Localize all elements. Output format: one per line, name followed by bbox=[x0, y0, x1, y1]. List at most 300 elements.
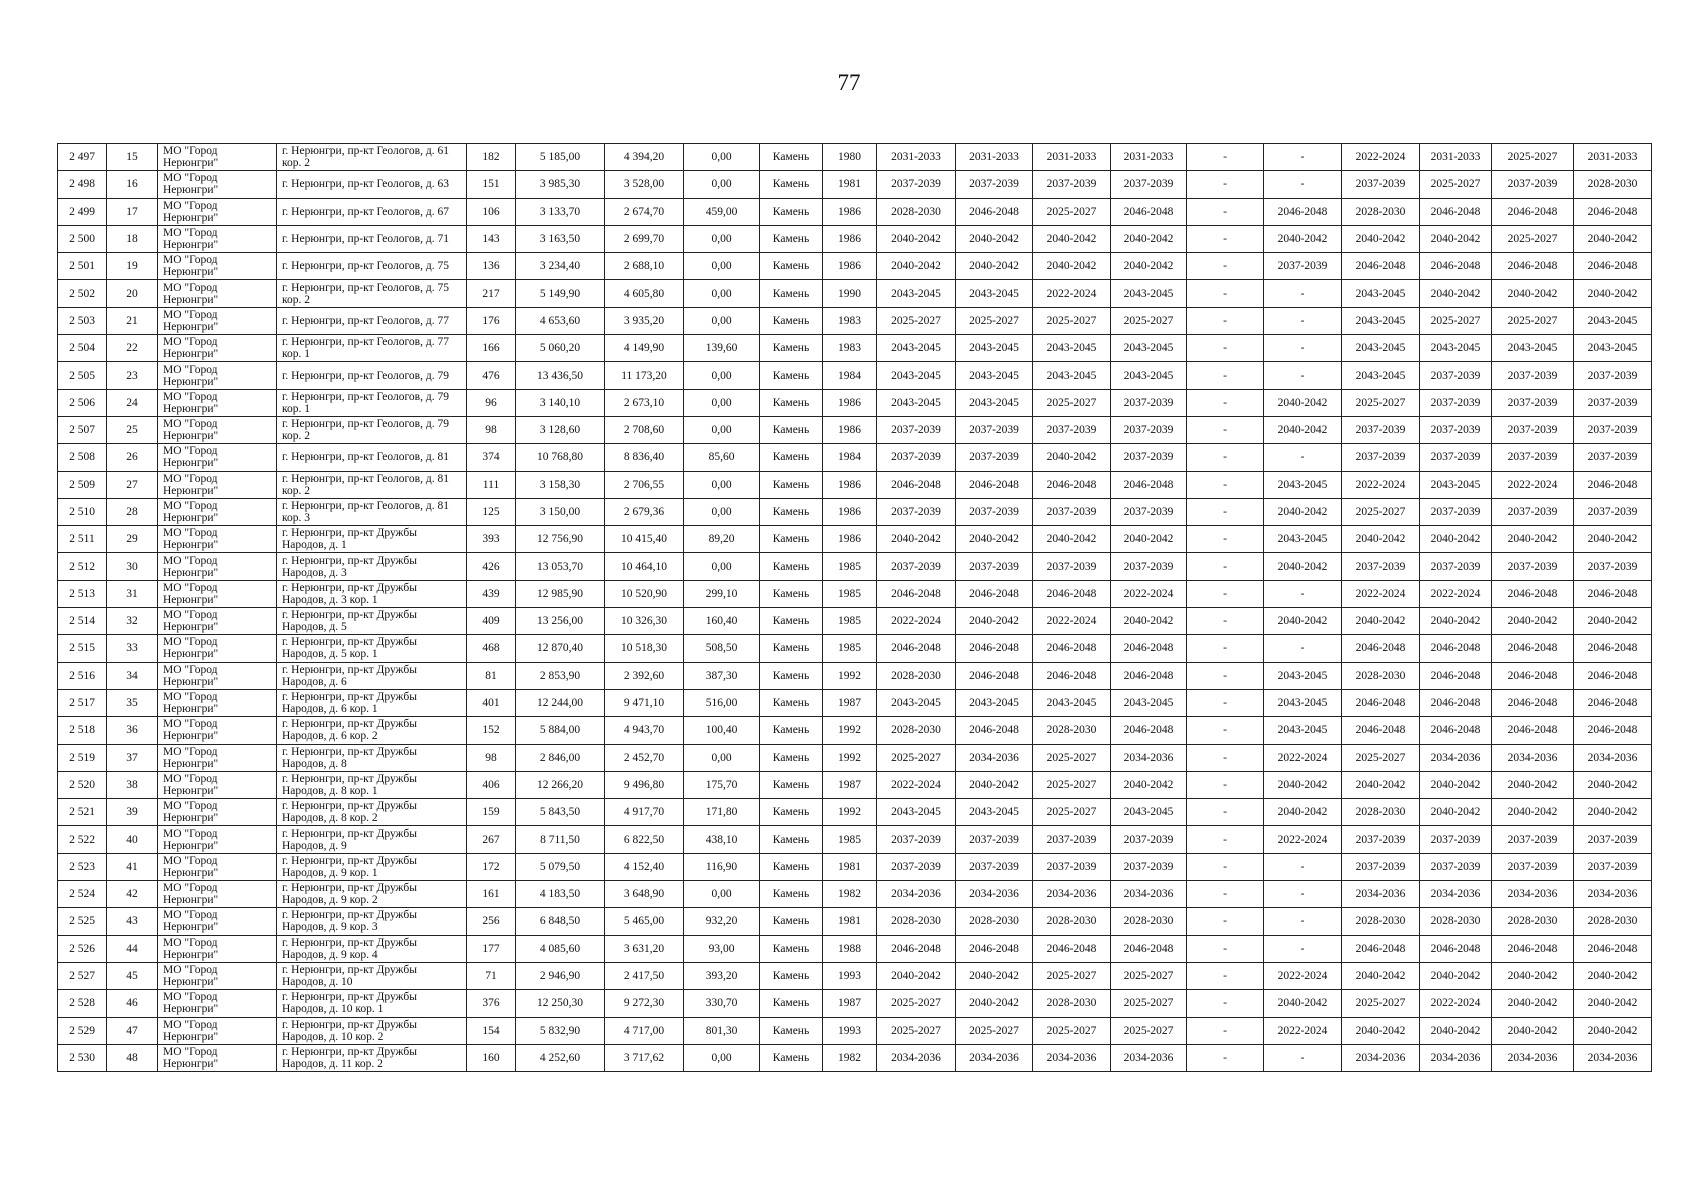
cell-year-built: 1993 bbox=[823, 1017, 877, 1044]
cell-wall-material: Камень bbox=[760, 335, 823, 362]
cell-period-7: 2028-2030 bbox=[1342, 662, 1420, 689]
cell-period-1: 2037-2039 bbox=[877, 416, 956, 443]
cell-period-4: 2037-2039 bbox=[1111, 416, 1187, 443]
cell-year-built: 1983 bbox=[823, 335, 877, 362]
cell-period-7: 2025-2027 bbox=[1342, 498, 1420, 525]
cell-residents: 98 bbox=[467, 416, 516, 443]
cell-period-2: 2046-2048 bbox=[956, 198, 1033, 225]
cell-period-6: 2040-2042 bbox=[1264, 799, 1342, 826]
cell-period-3: 2025-2027 bbox=[1033, 799, 1111, 826]
cell-period-3: 2025-2027 bbox=[1033, 962, 1111, 989]
cell-period-9: 2037-2039 bbox=[1492, 853, 1574, 880]
cell-municipality: МО "Город Нерюнгри" bbox=[158, 689, 277, 716]
cell-living-area: 10 518,30 bbox=[605, 635, 684, 662]
cell-item-number: 34 bbox=[107, 662, 158, 689]
cell-total-area: 2 946,90 bbox=[516, 962, 605, 989]
cell-period-7: 2025-2027 bbox=[1342, 990, 1420, 1017]
cell-total-area: 5 149,90 bbox=[516, 280, 605, 307]
cell-period-10: 2037-2039 bbox=[1574, 853, 1652, 880]
cell-address: г. Нерюнгри, пр-кт Дружбы Народов, д. 10 bbox=[277, 962, 467, 989]
cell-row-number: 2 518 bbox=[58, 717, 107, 744]
cell-period-1: 2037-2039 bbox=[877, 553, 956, 580]
cell-address: г. Нерюнгри, пр-кт Дружбы Народов, д. 10 кор. 2 bbox=[277, 1017, 467, 1044]
cell-period-4: 2043-2045 bbox=[1111, 335, 1187, 362]
cell-period-8: 2037-2039 bbox=[1420, 826, 1492, 853]
cell-period-9: 2037-2039 bbox=[1492, 826, 1574, 853]
cell-nonresidential-area: 932,20 bbox=[684, 908, 760, 935]
cell-period-2: 2046-2048 bbox=[956, 471, 1033, 498]
cell-residents: 154 bbox=[467, 1017, 516, 1044]
cell-year-built: 1981 bbox=[823, 853, 877, 880]
cell-period-10: 2040-2042 bbox=[1574, 608, 1652, 635]
cell-row-number: 2 530 bbox=[58, 1044, 107, 1071]
cell-period-9: 2046-2048 bbox=[1492, 198, 1574, 225]
cell-address: г. Нерюнгри, пр-кт Геологов, д. 81 bbox=[277, 444, 467, 471]
cell-total-area: 3 133,70 bbox=[516, 198, 605, 225]
cell-period-8: 2046-2048 bbox=[1420, 253, 1492, 280]
cell-living-area: 5 465,00 bbox=[605, 908, 684, 935]
cell-residents: 81 bbox=[467, 662, 516, 689]
cell-period-7: 2037-2039 bbox=[1342, 416, 1420, 443]
cell-residents: 172 bbox=[467, 853, 516, 880]
cell-period-2: 2043-2045 bbox=[956, 799, 1033, 826]
cell-wall-material: Камень bbox=[760, 471, 823, 498]
cell-municipality: МО "Город Нерюнгри" bbox=[158, 990, 277, 1017]
cell-period-2: 2037-2039 bbox=[956, 853, 1033, 880]
cell-period-8: 2040-2042 bbox=[1420, 962, 1492, 989]
cell-address: г. Нерюнгри, пр-кт Дружбы Народов, д. 8 bbox=[277, 744, 467, 771]
cell-year-built: 1992 bbox=[823, 744, 877, 771]
cell-period-1: 2037-2039 bbox=[877, 444, 956, 471]
cell-wall-material: Камень bbox=[760, 498, 823, 525]
cell-period-5: - bbox=[1187, 444, 1264, 471]
cell-living-area: 3 935,20 bbox=[605, 307, 684, 334]
cell-living-area: 3 717,62 bbox=[605, 1044, 684, 1071]
cell-period-3: 2046-2048 bbox=[1033, 935, 1111, 962]
cell-period-2: 2043-2045 bbox=[956, 335, 1033, 362]
cell-residents: 439 bbox=[467, 580, 516, 607]
cell-row-number: 2 511 bbox=[58, 526, 107, 553]
cell-period-10: 2040-2042 bbox=[1574, 225, 1652, 252]
cell-period-4: 2031-2033 bbox=[1111, 144, 1187, 171]
cell-year-built: 1992 bbox=[823, 662, 877, 689]
cell-nonresidential-area: 516,00 bbox=[684, 689, 760, 716]
cell-period-10: 2046-2048 bbox=[1574, 635, 1652, 662]
cell-nonresidential-area: 801,30 bbox=[684, 1017, 760, 1044]
cell-total-area: 2 853,90 bbox=[516, 662, 605, 689]
cell-item-number: 36 bbox=[107, 717, 158, 744]
cell-wall-material: Камень bbox=[760, 717, 823, 744]
cell-period-6: - bbox=[1264, 335, 1342, 362]
cell-wall-material: Камень bbox=[760, 307, 823, 334]
cell-residents: 160 bbox=[467, 1044, 516, 1071]
cell-period-2: 2046-2048 bbox=[956, 635, 1033, 662]
cell-period-4: 2046-2048 bbox=[1111, 635, 1187, 662]
cell-nonresidential-area: 160,40 bbox=[684, 608, 760, 635]
cell-period-1: 2040-2042 bbox=[877, 253, 956, 280]
cell-total-area: 13 436,50 bbox=[516, 362, 605, 389]
cell-period-4: 2034-2036 bbox=[1111, 881, 1187, 908]
cell-period-9: 2022-2024 bbox=[1492, 471, 1574, 498]
cell-year-built: 1980 bbox=[823, 144, 877, 171]
cell-item-number: 41 bbox=[107, 853, 158, 880]
cell-period-8: 2025-2027 bbox=[1420, 171, 1492, 198]
cell-period-9: 2037-2039 bbox=[1492, 389, 1574, 416]
cell-living-area: 2 688,10 bbox=[605, 253, 684, 280]
cell-item-number: 28 bbox=[107, 498, 158, 525]
cell-period-7: 2040-2042 bbox=[1342, 1017, 1420, 1044]
cell-municipality: МО "Город Нерюнгри" bbox=[158, 280, 277, 307]
cell-period-10: 2046-2048 bbox=[1574, 662, 1652, 689]
cell-living-area: 9 471,10 bbox=[605, 689, 684, 716]
cell-period-4: 2043-2045 bbox=[1111, 362, 1187, 389]
cell-item-number: 48 bbox=[107, 1044, 158, 1071]
table-row bbox=[58, 389, 1652, 416]
cell-period-2: 2028-2030 bbox=[956, 908, 1033, 935]
table-row bbox=[58, 744, 1652, 771]
cell-item-number: 27 bbox=[107, 471, 158, 498]
cell-period-1: 2031-2033 bbox=[877, 144, 956, 171]
cell-period-10: 2040-2042 bbox=[1574, 962, 1652, 989]
cell-period-10: 2037-2039 bbox=[1574, 416, 1652, 443]
cell-municipality: МО "Город Нерюнгри" bbox=[158, 962, 277, 989]
cell-total-area: 6 848,50 bbox=[516, 908, 605, 935]
cell-living-area: 3 528,00 bbox=[605, 171, 684, 198]
cell-period-3: 2046-2048 bbox=[1033, 471, 1111, 498]
cell-period-4: 2025-2027 bbox=[1111, 1017, 1187, 1044]
cell-period-6: 2040-2042 bbox=[1264, 389, 1342, 416]
cell-total-area: 13 053,70 bbox=[516, 553, 605, 580]
cell-period-3: 2025-2027 bbox=[1033, 771, 1111, 798]
table-body bbox=[58, 144, 1652, 1072]
cell-period-2: 2034-2036 bbox=[956, 881, 1033, 908]
table-row bbox=[58, 935, 1652, 962]
cell-period-4: 2043-2045 bbox=[1111, 799, 1187, 826]
cell-residents: 376 bbox=[467, 990, 516, 1017]
cell-period-9: 2037-2039 bbox=[1492, 498, 1574, 525]
cell-row-number: 2 521 bbox=[58, 799, 107, 826]
table-row bbox=[58, 1017, 1652, 1044]
cell-period-3: 2028-2030 bbox=[1033, 717, 1111, 744]
cell-wall-material: Камень bbox=[760, 744, 823, 771]
cell-period-8: 2031-2033 bbox=[1420, 144, 1492, 171]
cell-item-number: 23 bbox=[107, 362, 158, 389]
cell-nonresidential-area: 171,80 bbox=[684, 799, 760, 826]
cell-period-4: 2046-2048 bbox=[1111, 662, 1187, 689]
table-row bbox=[58, 471, 1652, 498]
cell-wall-material: Камень bbox=[760, 799, 823, 826]
cell-period-8: 2040-2042 bbox=[1420, 526, 1492, 553]
cell-total-area: 4 183,50 bbox=[516, 881, 605, 908]
cell-period-7: 2040-2042 bbox=[1342, 608, 1420, 635]
cell-total-area: 3 985,30 bbox=[516, 171, 605, 198]
cell-period-4: 2046-2048 bbox=[1111, 935, 1187, 962]
cell-period-5: - bbox=[1187, 553, 1264, 580]
cell-wall-material: Камень bbox=[760, 853, 823, 880]
cell-period-5: - bbox=[1187, 662, 1264, 689]
cell-living-area: 2 392,60 bbox=[605, 662, 684, 689]
cell-row-number: 2 510 bbox=[58, 498, 107, 525]
cell-address: г. Нерюнгри, пр-кт Геологов, д. 79 кор. 2 bbox=[277, 416, 467, 443]
cell-period-8: 2040-2042 bbox=[1420, 280, 1492, 307]
cell-wall-material: Камень bbox=[760, 580, 823, 607]
cell-row-number: 2 527 bbox=[58, 962, 107, 989]
cell-period-6: 2046-2048 bbox=[1264, 198, 1342, 225]
cell-living-area: 10 520,90 bbox=[605, 580, 684, 607]
cell-period-2: 2040-2042 bbox=[956, 962, 1033, 989]
cell-period-7: 2043-2045 bbox=[1342, 307, 1420, 334]
cell-period-5: - bbox=[1187, 881, 1264, 908]
cell-period-10: 2037-2039 bbox=[1574, 553, 1652, 580]
cell-residents: 151 bbox=[467, 171, 516, 198]
table-row bbox=[58, 962, 1652, 989]
cell-wall-material: Камень bbox=[760, 771, 823, 798]
cell-period-10: 2040-2042 bbox=[1574, 799, 1652, 826]
cell-period-9: 2040-2042 bbox=[1492, 771, 1574, 798]
cell-row-number: 2 528 bbox=[58, 990, 107, 1017]
cell-total-area: 3 150,00 bbox=[516, 498, 605, 525]
cell-address: г. Нерюнгри, пр-кт Дружбы Народов, д. 6 bbox=[277, 662, 467, 689]
cell-nonresidential-area: 0,00 bbox=[684, 280, 760, 307]
cell-period-8: 2046-2048 bbox=[1420, 198, 1492, 225]
cell-wall-material: Камень bbox=[760, 171, 823, 198]
cell-address: г. Нерюнгри, пр-кт Дружбы Народов, д. 6 кор. 1 bbox=[277, 689, 467, 716]
cell-period-5: - bbox=[1187, 717, 1264, 744]
cell-period-9: 2040-2042 bbox=[1492, 526, 1574, 553]
cell-row-number: 2 515 bbox=[58, 635, 107, 662]
cell-period-7: 2037-2039 bbox=[1342, 826, 1420, 853]
cell-municipality: МО "Город Нерюнгри" bbox=[158, 799, 277, 826]
cell-item-number: 40 bbox=[107, 826, 158, 853]
cell-municipality: МО "Город Нерюнгри" bbox=[158, 881, 277, 908]
cell-item-number: 47 bbox=[107, 1017, 158, 1044]
cell-period-4: 2040-2042 bbox=[1111, 225, 1187, 252]
cell-period-8: 2028-2030 bbox=[1420, 908, 1492, 935]
cell-address: г. Нерюнгри, пр-кт Геологов, д. 61 кор. 2 bbox=[277, 144, 467, 171]
cell-period-7: 2043-2045 bbox=[1342, 362, 1420, 389]
cell-row-number: 2 504 bbox=[58, 335, 107, 362]
cell-living-area: 4 917,70 bbox=[605, 799, 684, 826]
page-number: 77 bbox=[837, 70, 861, 95]
cell-period-3: 2046-2048 bbox=[1033, 662, 1111, 689]
cell-item-number: 45 bbox=[107, 962, 158, 989]
cell-wall-material: Камень bbox=[760, 225, 823, 252]
cell-period-7: 2037-2039 bbox=[1342, 444, 1420, 471]
cell-period-2: 2025-2027 bbox=[956, 1017, 1033, 1044]
cell-period-7: 2034-2036 bbox=[1342, 881, 1420, 908]
cell-municipality: МО "Город Нерюнгри" bbox=[158, 225, 277, 252]
cell-living-area: 2 706,55 bbox=[605, 471, 684, 498]
cell-total-area: 5 832,90 bbox=[516, 1017, 605, 1044]
cell-municipality: МО "Город Нерюнгри" bbox=[158, 935, 277, 962]
cell-period-7: 2040-2042 bbox=[1342, 962, 1420, 989]
cell-period-2: 2025-2027 bbox=[956, 307, 1033, 334]
cell-period-10: 2037-2039 bbox=[1574, 498, 1652, 525]
cell-period-8: 2046-2048 bbox=[1420, 662, 1492, 689]
cell-period-9: 2040-2042 bbox=[1492, 608, 1574, 635]
cell-period-8: 2025-2027 bbox=[1420, 307, 1492, 334]
cell-year-built: 1981 bbox=[823, 908, 877, 935]
cell-period-5: - bbox=[1187, 962, 1264, 989]
cell-total-area: 5 884,00 bbox=[516, 717, 605, 744]
cell-wall-material: Камень bbox=[760, 444, 823, 471]
cell-period-4: 2037-2039 bbox=[1111, 826, 1187, 853]
cell-period-10: 2040-2042 bbox=[1574, 526, 1652, 553]
cell-period-2: 2040-2042 bbox=[956, 253, 1033, 280]
cell-residents: 177 bbox=[467, 935, 516, 962]
cell-address: г. Нерюнгри, пр-кт Дружбы Народов, д. 9 кор. 4 bbox=[277, 935, 467, 962]
cell-municipality: МО "Город Нерюнгри" bbox=[158, 171, 277, 198]
cell-wall-material: Камень bbox=[760, 608, 823, 635]
cell-period-5: - bbox=[1187, 608, 1264, 635]
cell-period-7: 2040-2042 bbox=[1342, 526, 1420, 553]
cell-period-5: - bbox=[1187, 1044, 1264, 1071]
cell-row-number: 2 526 bbox=[58, 935, 107, 962]
cell-period-6: 2043-2045 bbox=[1264, 471, 1342, 498]
cell-item-number: 30 bbox=[107, 553, 158, 580]
cell-row-number: 2 498 bbox=[58, 171, 107, 198]
cell-residents: 401 bbox=[467, 689, 516, 716]
cell-row-number: 2 499 bbox=[58, 198, 107, 225]
cell-wall-material: Камень bbox=[760, 280, 823, 307]
cell-living-area: 2 699,70 bbox=[605, 225, 684, 252]
cell-period-7: 2028-2030 bbox=[1342, 198, 1420, 225]
cell-period-3: 2040-2042 bbox=[1033, 225, 1111, 252]
cell-period-8: 2040-2042 bbox=[1420, 799, 1492, 826]
cell-period-1: 2040-2042 bbox=[877, 962, 956, 989]
cell-period-4: 2037-2039 bbox=[1111, 553, 1187, 580]
cell-period-5: - bbox=[1187, 635, 1264, 662]
cell-residents: 426 bbox=[467, 553, 516, 580]
cell-nonresidential-area: 0,00 bbox=[684, 471, 760, 498]
cell-municipality: МО "Город Нерюнгри" bbox=[158, 608, 277, 635]
cell-period-10: 2046-2048 bbox=[1574, 717, 1652, 744]
cell-period-5: - bbox=[1187, 253, 1264, 280]
cell-period-8: 2040-2042 bbox=[1420, 608, 1492, 635]
cell-row-number: 2 508 bbox=[58, 444, 107, 471]
cell-period-10: 2040-2042 bbox=[1574, 280, 1652, 307]
cell-residents: 176 bbox=[467, 307, 516, 334]
cell-period-4: 2037-2039 bbox=[1111, 389, 1187, 416]
table-row bbox=[58, 799, 1652, 826]
cell-wall-material: Камень bbox=[760, 198, 823, 225]
cell-period-3: 2037-2039 bbox=[1033, 553, 1111, 580]
cell-period-6: - bbox=[1264, 362, 1342, 389]
cell-period-9: 2046-2048 bbox=[1492, 635, 1574, 662]
cell-period-8: 2034-2036 bbox=[1420, 1044, 1492, 1071]
cell-period-8: 2046-2048 bbox=[1420, 935, 1492, 962]
cell-residents: 111 bbox=[467, 471, 516, 498]
cell-item-number: 16 bbox=[107, 171, 158, 198]
cell-period-2: 2043-2045 bbox=[956, 280, 1033, 307]
table-row bbox=[58, 1044, 1652, 1071]
cell-nonresidential-area: 0,00 bbox=[684, 362, 760, 389]
cell-period-1: 2037-2039 bbox=[877, 498, 956, 525]
cell-period-1: 2040-2042 bbox=[877, 225, 956, 252]
cell-period-4: 2046-2048 bbox=[1111, 198, 1187, 225]
cell-nonresidential-area: 85,60 bbox=[684, 444, 760, 471]
cell-residents: 136 bbox=[467, 253, 516, 280]
cell-residents: 476 bbox=[467, 362, 516, 389]
cell-living-area: 2 417,50 bbox=[605, 962, 684, 989]
cell-period-3: 2040-2042 bbox=[1033, 253, 1111, 280]
cell-item-number: 21 bbox=[107, 307, 158, 334]
cell-year-built: 1986 bbox=[823, 416, 877, 443]
cell-living-area: 9 496,80 bbox=[605, 771, 684, 798]
cell-period-10: 2037-2039 bbox=[1574, 444, 1652, 471]
cell-period-7: 2046-2048 bbox=[1342, 717, 1420, 744]
cell-item-number: 29 bbox=[107, 526, 158, 553]
cell-total-area: 4 085,60 bbox=[516, 935, 605, 962]
cell-residents: 161 bbox=[467, 881, 516, 908]
cell-address: г. Нерюнгри, пр-кт Дружбы Народов, д. 10 кор. 1 bbox=[277, 990, 467, 1017]
cell-period-7: 2040-2042 bbox=[1342, 771, 1420, 798]
cell-residents: 96 bbox=[467, 389, 516, 416]
cell-period-10: 2034-2036 bbox=[1574, 744, 1652, 771]
cell-address: г. Нерюнгри, пр-кт Геологов, д. 81 кор. 3 bbox=[277, 498, 467, 525]
cell-total-area: 8 711,50 bbox=[516, 826, 605, 853]
cell-year-built: 1984 bbox=[823, 444, 877, 471]
cell-period-3: 2040-2042 bbox=[1033, 526, 1111, 553]
cell-period-10: 2028-2030 bbox=[1574, 171, 1652, 198]
cell-period-4: 2025-2027 bbox=[1111, 307, 1187, 334]
cell-period-7: 2043-2045 bbox=[1342, 335, 1420, 362]
cell-municipality: МО "Город Нерюнгри" bbox=[158, 744, 277, 771]
cell-total-area: 10 768,80 bbox=[516, 444, 605, 471]
cell-period-2: 2043-2045 bbox=[956, 689, 1033, 716]
cell-living-area: 6 822,50 bbox=[605, 826, 684, 853]
table-row bbox=[58, 689, 1652, 716]
cell-row-number: 2 503 bbox=[58, 307, 107, 334]
cell-period-5: - bbox=[1187, 307, 1264, 334]
cell-period-1: 2022-2024 bbox=[877, 608, 956, 635]
table-row bbox=[58, 416, 1652, 443]
cell-period-5: - bbox=[1187, 799, 1264, 826]
cell-period-6: - bbox=[1264, 881, 1342, 908]
cell-period-5: - bbox=[1187, 689, 1264, 716]
cell-period-2: 2034-2036 bbox=[956, 1044, 1033, 1071]
cell-period-9: 2046-2048 bbox=[1492, 662, 1574, 689]
cell-total-area: 3 163,50 bbox=[516, 225, 605, 252]
cell-row-number: 2 497 bbox=[58, 144, 107, 171]
cell-living-area: 2 452,70 bbox=[605, 744, 684, 771]
cell-period-6: 2040-2042 bbox=[1264, 608, 1342, 635]
cell-wall-material: Камень bbox=[760, 253, 823, 280]
cell-period-7: 2040-2042 bbox=[1342, 225, 1420, 252]
cell-row-number: 2 516 bbox=[58, 662, 107, 689]
cell-residents: 166 bbox=[467, 335, 516, 362]
table-row bbox=[58, 662, 1652, 689]
cell-address: г. Нерюнгри, пр-кт Геологов, д. 71 bbox=[277, 225, 467, 252]
cell-period-2: 2046-2048 bbox=[956, 662, 1033, 689]
cell-period-4: 2043-2045 bbox=[1111, 280, 1187, 307]
cell-period-7: 2028-2030 bbox=[1342, 908, 1420, 935]
cell-period-2: 2037-2039 bbox=[956, 444, 1033, 471]
cell-period-10: 2037-2039 bbox=[1574, 362, 1652, 389]
cell-year-built: 1987 bbox=[823, 990, 877, 1017]
cell-address: г. Нерюнгри, пр-кт Геологов, д. 79 bbox=[277, 362, 467, 389]
cell-nonresidential-area: 0,00 bbox=[684, 498, 760, 525]
cell-nonresidential-area: 459,00 bbox=[684, 198, 760, 225]
cell-period-7: 2046-2048 bbox=[1342, 689, 1420, 716]
cell-period-7: 2037-2039 bbox=[1342, 553, 1420, 580]
cell-year-built: 1986 bbox=[823, 389, 877, 416]
cell-item-number: 33 bbox=[107, 635, 158, 662]
cell-period-5: - bbox=[1187, 362, 1264, 389]
cell-period-6: 2043-2045 bbox=[1264, 662, 1342, 689]
table-row bbox=[58, 253, 1652, 280]
cell-wall-material: Камень bbox=[760, 635, 823, 662]
